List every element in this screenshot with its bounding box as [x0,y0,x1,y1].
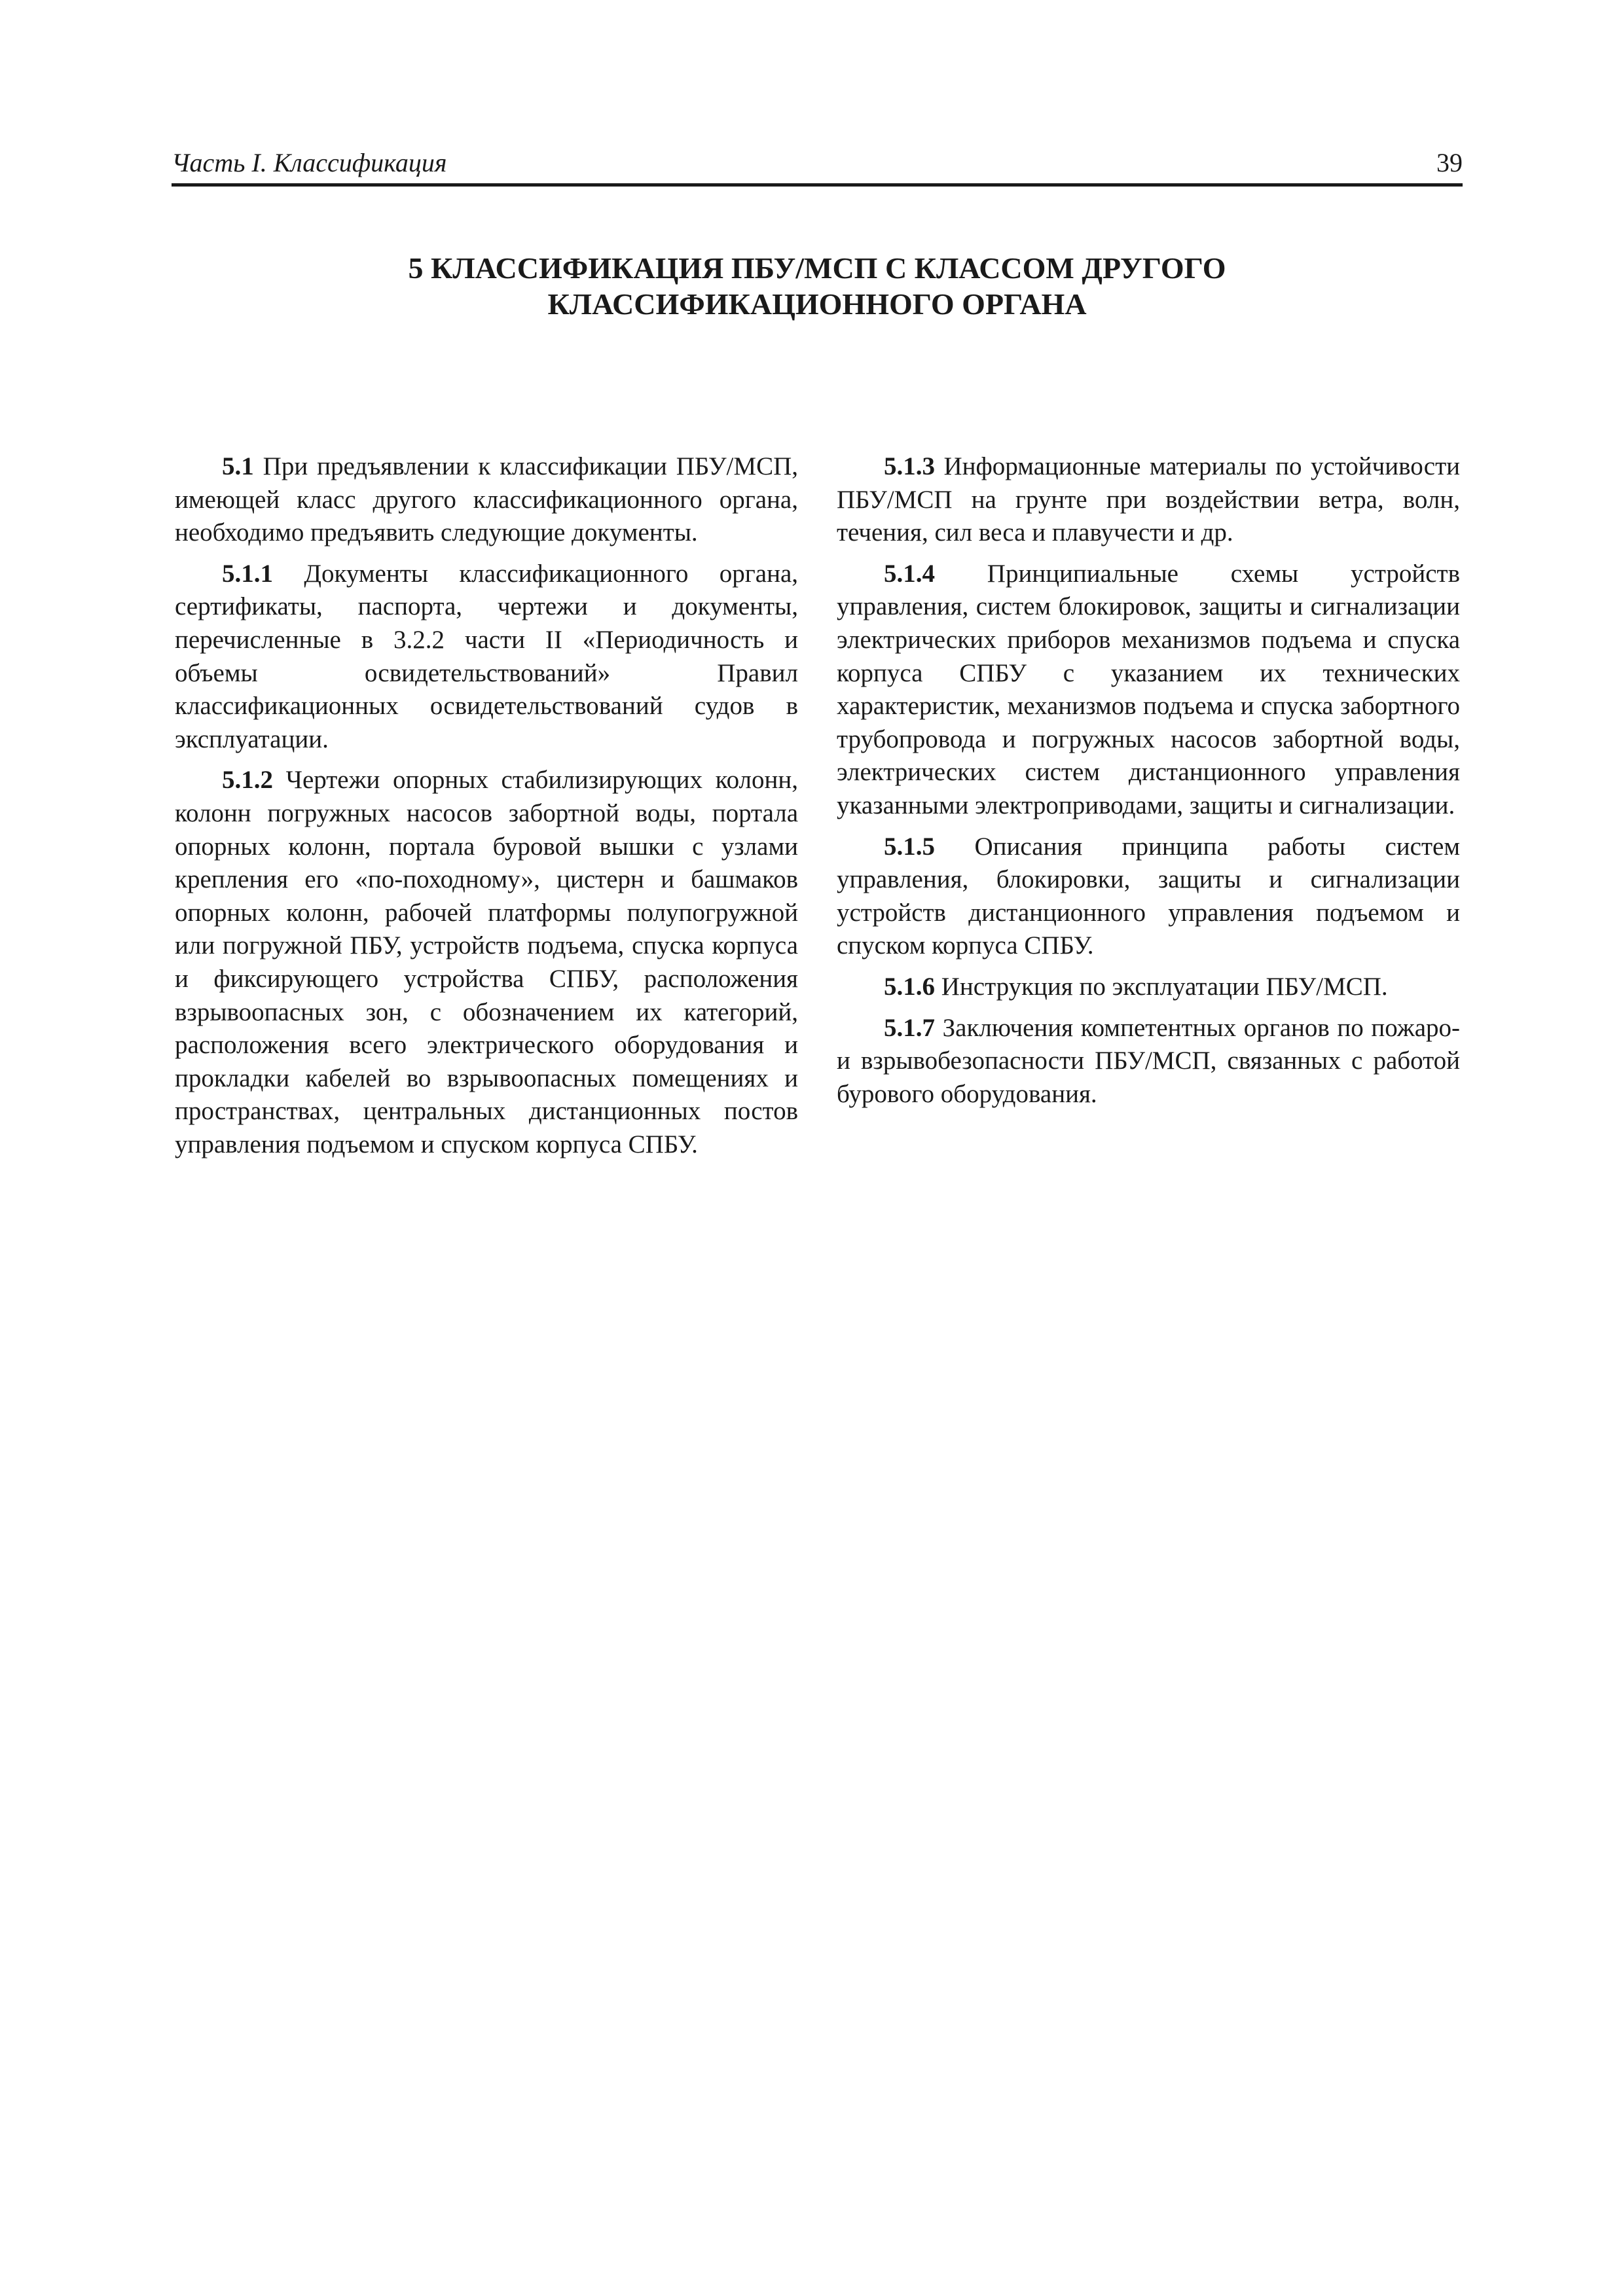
paragraph-text: Заключения компетентных органов по пожаро- и взрывобезопасности ПБУ/МСП, связанных с работой бурового оборудования. [837,1013,1461,1108]
left-column [175,450,798,1169]
running-header [172,143,1463,187]
paragraph-number: 5.1.5 [884,832,935,861]
chapter-title [172,250,1463,322]
paragraph-text: Информационные материалы по устойчивости ПБУ/МСП на грунте при воздействии ветра, волн, течения, сил веса и плавучести и др. [837,452,1461,547]
paragraph-5-1-6 [837,971,1460,1004]
right-column [837,450,1460,1119]
paragraph-text: Чертежи опорных стабилизирующих колонн, колонн погружных насосов забортной воды, портала опорных колонн, портала буровой вышки с узлами крепления его «по-походному», цистерн и башмаков опорных колонн, рабочей платформы полупогружной или погружной ПБУ, устройств подъема, спуска корпуса и фиксирующего устройства СПБУ, расположения взрывоопасных зон, с обозначением их категорий, расположения всего электрического оборудования и прокладки кабелей во взрывоопасных помещениях и пространствах, центральных дистанционных постов управления подъемом и спуском корпуса СПБУ. [175,766,799,1158]
page-number: 39 [1436,148,1463,177]
paragraph-text: При предъявлении к классификации ПБУ/МСП, имеющей класс другого классификационного органа, необходимо предъявить следующие документы. [175,452,799,547]
paragraph-number: 5.1.1 [222,559,273,588]
paragraph-number: 5.1.3 [884,452,935,480]
paragraph-5-1-3 [837,450,1460,550]
running-title: Часть I. Классификация [172,148,447,177]
paragraph-text: Принципиальные схемы устройств управления, систем блокировок, защиты и сигнализации электрических приборов механизмов подъема и спуска корпуса СПБУ с указанием их технических характеристик, механизмов подъема и спуска забортного трубопровода и погружных насосов забортной воды, электрических систем дистанционного управления указанными электроприводами, защиты и сигнализации. [837,559,1460,819]
paragraph-5-1-1 [175,558,798,757]
paragraph-text: Инструкция по эксплуатации ПБУ/МСП. [941,972,1388,1001]
chapter-title-line-2: КЛАССИФИКАЦИОННОГО ОРГАНА [547,287,1087,321]
paragraph-number: 5.1.4 [884,559,935,588]
paragraph-text: Описания принципа работы систем управления, блокировки, защиты и сигнализации устройств дистанционного управления подъемом и спуском корпуса СПБУ. [837,832,1460,960]
paragraph-5-1-4 [837,558,1460,823]
paragraph-text: Документы классификационного органа, сертификаты, паспорта, чертежи и документы, перечисленные в 3.2.2 части II «Периодичность и объемы освидетельствований» Правил классификационных освидетельствований судов в эксплуатации. [175,559,799,753]
paragraph-number: 5.1.2 [222,766,273,795]
paragraph-5-1 [175,450,798,550]
paragraph-number: 5.1 [222,452,254,480]
paragraph-number: 5.1.6 [884,972,935,1001]
paragraph-5-1-2 [175,764,798,1161]
chapter-title-line-1: 5 КЛАССИФИКАЦИЯ ПБУ/МСП С КЛАССОМ ДРУГОГО [408,251,1226,285]
paragraph-5-1-5 [837,831,1460,963]
paragraph-5-1-7 [837,1012,1460,1111]
paragraph-number: 5.1.7 [884,1013,935,1042]
